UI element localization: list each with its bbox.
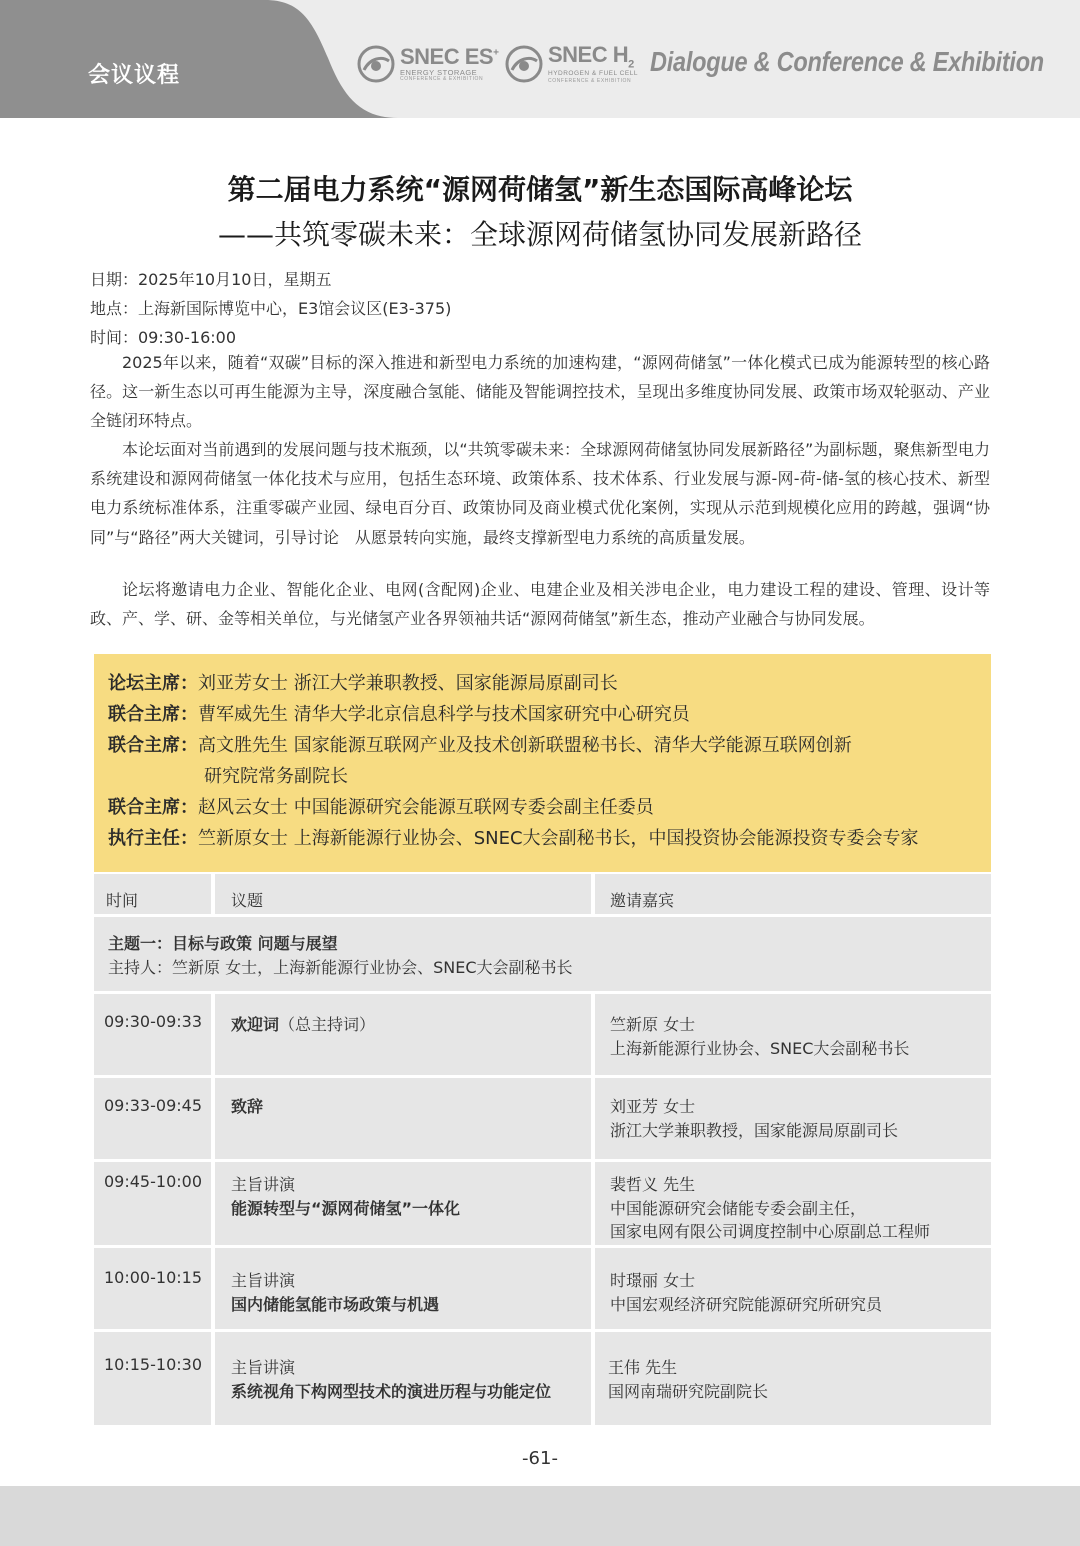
theme-host: 主持人：竺新原 女士，上海新能源行业协会、SNEC大会副秘书长 <box>108 958 573 977</box>
theme-row <box>94 917 991 991</box>
chair-text: 高文胜先生 国家能源互联网产业及技术创新联盟秘书长、清华大学能源互联网创新 <box>198 735 852 756</box>
chair-line <box>108 731 852 757</box>
page-footer-band <box>0 1486 1080 1546</box>
chair-role: 联合主席： <box>108 704 198 725</box>
chair-role: 论坛主席： <box>108 673 198 694</box>
guest-name: 时璟丽 女士 <box>610 1271 696 1290</box>
table-row-time <box>94 1078 211 1159</box>
logo-es-reg: + <box>493 47 499 59</box>
forum-subtitle: ——共筑零碳未来：全球源网荷储氢协同发展新路径 <box>217 218 862 251</box>
row-time: 09:45-10:00 <box>104 1172 202 1191</box>
row-topic: 能源转型与“源网荷储氢”一体化 <box>231 1199 461 1218</box>
table-row-guest <box>595 1078 991 1159</box>
table-row-topic <box>215 994 591 1075</box>
intro-paragraph-1: 2025年以来，随着“双碳”目标的深入推进和新型电力系统的加速构建，“源网荷储氢”一体化模式已成为能源转型的核心路径。这一新生态以可再生能源为主导，深度融合氢能、储能及智能调控技术，呈现出多维度协同发展、政策市场双轮驱动、产业全链闭环特点。 <box>90 353 990 431</box>
snec-swirl-icon <box>356 44 396 84</box>
guest-name: 刘亚芳 女士 <box>610 1097 696 1116</box>
guest-title: 浙江大学兼职教授，国家能源局原副司长 <box>610 1121 899 1140</box>
chair-line <box>108 793 654 819</box>
snec-h2-logo <box>504 44 638 84</box>
header-time: 时间 <box>94 874 211 914</box>
table-row-topic <box>215 1078 591 1159</box>
table-row-time <box>94 994 211 1075</box>
chairs-box <box>94 654 991 872</box>
theme-title: 主题一：目标与政策 问题与展望 <box>108 934 338 953</box>
event-date: 日期：2025年10月10日，星期五 <box>90 270 332 289</box>
guest-title: 上海新能源行业协会、SNEC大会副秘书长 <box>610 1039 910 1058</box>
row-topic-type: 主旨讲演 <box>231 1358 296 1377</box>
chair-text: 曹军威先生 清华大学北京信息科学与技术国家研究中心研究员 <box>198 704 690 725</box>
row-time: 09:30-09:33 <box>104 1012 202 1031</box>
row-topic: 系统视角下构网型技术的演进历程与功能定位 <box>231 1382 552 1401</box>
header-tagline: Dialogue & Conference & Exhibition <box>650 46 1044 77</box>
chair-role: 联合主席： <box>108 797 198 818</box>
header-topic: 议题 <box>215 874 591 914</box>
chair-line <box>108 824 919 850</box>
row-time: 09:33-09:45 <box>104 1096 202 1115</box>
chair-text: 竺新原女士 上海新能源行业协会、SNEC大会副秘书长，中国投资协会能源投资专委会专家 <box>198 828 919 849</box>
guest-title: 中国宏观经济研究院能源研究所研究员 <box>610 1295 883 1314</box>
table-row-topic <box>215 1162 591 1245</box>
intro-paragraph-2: 本论坛面对当前遇到的发展问题与技术瓶颈，以“共筑零碳未来：全球源网荷储氢协同发展新路径”为副标题，聚焦新型电力系统建设和源网荷储氢一体化技术与应用，包括生态环境、政策体系、技术体系、行业发展与源-网-荷-储-氢的核心技术、新型电力系统标准体系，注重零碳产业园、绿电百分百、政策协同及商业模式优化案例，实现从示范到规模化应用的跨越，强调“协同”与“路径”两大关键词，引导讨论 从愿景转向实施，最终支撑新型电力系统的高质量发展。 <box>90 440 990 547</box>
row-time: 10:15-10:30 <box>104 1355 202 1374</box>
table-row-guest <box>595 1332 991 1425</box>
guest-name: 王伟 先生 <box>608 1358 678 1377</box>
chair-line <box>108 669 618 695</box>
snec-swirl-icon <box>504 44 544 84</box>
logo-es-main: SNEC ES <box>400 43 494 69</box>
table-row-guest <box>595 1162 991 1245</box>
logo-h2-sub: HYDROGEN & FUEL CELL <box>548 70 638 78</box>
table-row-topic <box>215 1248 591 1329</box>
logo-es-sub2: CONFERENCE & EXHIBITION <box>400 76 484 83</box>
table-row-time <box>94 1332 211 1425</box>
intro-paragraph-3: 论坛将邀请电力企业、智能化企业、电网(含配网)企业、电建企业及相关涉电企业，电力建设工程的建设、管理、设计等政、产、学、研、金等相关单位，与光储氢产业各界领袖共话“源网荷储氢”新生态，推动产业融合与协同发展。 <box>90 580 990 629</box>
row-topic-suffix: （总主持词） <box>279 1015 376 1034</box>
chair-role: 执行主任： <box>108 828 198 849</box>
header-guest: 邀请嘉宾 <box>595 874 991 914</box>
guest-name: 竺新原 女士 <box>610 1015 696 1034</box>
guest-title: 国网南瑞研究院副院长 <box>608 1382 769 1401</box>
section-label: 会议议程 <box>88 63 181 88</box>
row-time: 10:00-10:15 <box>104 1268 202 1287</box>
row-topic-type: 主旨讲演 <box>231 1175 296 1194</box>
event-venue: 地点：上海新国际博览中心，E3馆会议区(E3-375) <box>90 299 452 318</box>
table-row-time <box>94 1162 211 1245</box>
logo-h2-sub2: CONFERENCE & EXHIBITION <box>548 77 632 84</box>
row-topic: 欢迎词 <box>231 1015 280 1034</box>
page-header <box>0 0 1080 118</box>
page-number: -61- <box>522 1448 558 1469</box>
table-row-topic <box>215 1332 591 1425</box>
chair-text: 赵风云女士 中国能源研究会能源互联网专委会副主任委员 <box>198 797 654 818</box>
guest-title: 国家电网有限公司调度控制中心原副总工程师 <box>610 1222 931 1241</box>
row-topic: 国内储能氢能市场政策与机遇 <box>231 1295 440 1314</box>
table-row-guest <box>595 994 991 1075</box>
logo-es-sub: ENERGY STORAGE <box>400 67 478 77</box>
chair-line-continued: 研究院常务副院长 <box>204 766 348 787</box>
row-topic-type: 主旨讲演 <box>231 1271 296 1290</box>
logo-h2-sub-2: 2 <box>628 58 634 71</box>
chair-role: 联合主席： <box>108 735 198 756</box>
table-row-time <box>94 1248 211 1329</box>
chair-text: 刘亚芳女士 浙江大学兼职教授、国家能源局原副司长 <box>198 673 618 694</box>
snec-es-logo <box>356 44 498 84</box>
event-time: 时间：09:30-16:00 <box>90 328 236 347</box>
guest-title: 中国能源研究会储能专委会副主任， <box>610 1199 867 1218</box>
forum-title: 第二届电力系统“源网荷储氢”新生态国际高峰论坛 <box>227 173 853 206</box>
chair-line <box>108 700 690 726</box>
logo-h2-main: SNEC H <box>548 42 629 68</box>
row-topic: 致辞 <box>231 1097 264 1116</box>
table-row-guest <box>595 1248 991 1329</box>
guest-name: 裴哲义 先生 <box>610 1175 696 1194</box>
